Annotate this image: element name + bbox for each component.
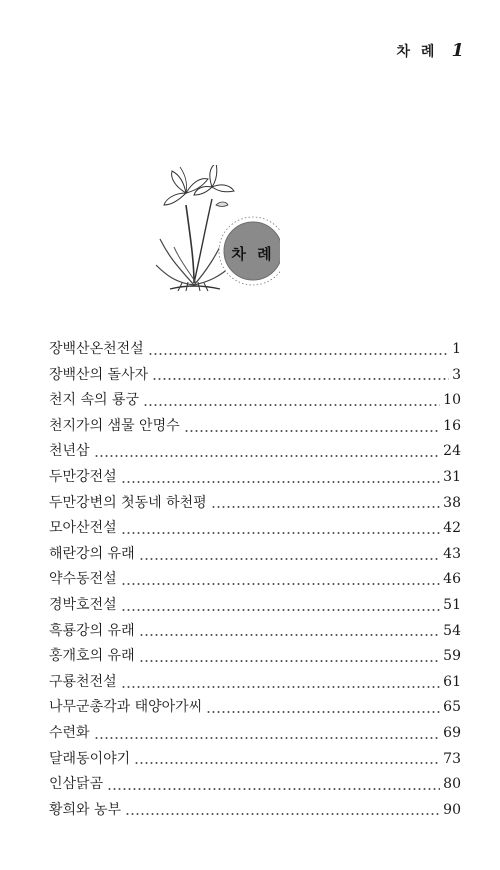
dot-leader: [148, 352, 449, 356]
toc-entry-page: 31: [443, 468, 461, 485]
running-header-page-number: 1: [451, 40, 464, 61]
dot-leader: [206, 710, 440, 714]
dot-leader: [121, 608, 441, 612]
toc-entry-title: 약수동전설: [49, 571, 117, 588]
toc-entry-page: 16: [443, 417, 461, 434]
toc-entry-title: 천년삼: [49, 443, 90, 460]
toc-entry-title: 구룡천전설: [49, 673, 117, 690]
toc-entry: [49, 542, 461, 568]
toc-entry-title: 장백산온천전설: [49, 341, 144, 357]
toc-entry-page: 51: [443, 596, 461, 613]
toc-entry: [49, 363, 461, 389]
toc-entry-page: 3: [452, 366, 461, 383]
toc-entry-title: 장백산의 돌사자: [49, 366, 149, 383]
dot-leader: [94, 454, 441, 458]
toc-entry-page: 24: [443, 443, 461, 460]
dot-leader: [134, 761, 440, 765]
toc-entry-title: 홍개호의 유래: [49, 648, 135, 665]
dot-leader: [211, 505, 441, 509]
toc-entry: [49, 670, 461, 696]
toc-entry: [49, 721, 461, 747]
toc-entry-title: 모아산전설: [49, 520, 117, 537]
toc-entry: [49, 414, 461, 440]
toc-entry-title: 달래동이야기: [49, 750, 131, 767]
dot-leader: [139, 633, 441, 637]
dot-leader: [121, 480, 441, 484]
toc-entry-page: 65: [443, 699, 461, 716]
toc-entry: [49, 439, 461, 465]
chapter-emblem: [150, 165, 280, 300]
table-of-contents: [49, 337, 461, 823]
toc-entry-title: 두만강전설: [49, 468, 117, 485]
toc-entry-page: 1: [452, 341, 461, 357]
toc-entry-page: 54: [443, 622, 461, 639]
dot-leader: [139, 557, 441, 561]
toc-entry: [49, 567, 461, 593]
toc-entry-title: 인삼닭곰: [49, 776, 104, 793]
dot-leader: [121, 685, 441, 689]
dot-leader: [143, 403, 440, 407]
toc-entry: [49, 465, 461, 491]
toc-entry-title: 나무군총각과 태양아가씨: [49, 699, 203, 716]
toc-entry-title: 흑룡강의 유래: [49, 622, 135, 639]
dot-leader: [184, 429, 441, 433]
toc-entry-title: 경박호전설: [49, 596, 117, 613]
running-header-title: 차 례: [396, 44, 438, 60]
toc-entry: [49, 388, 461, 414]
running-header: [397, 40, 464, 61]
toc-entry-title: 수련화: [49, 724, 90, 741]
toc-entry-page: 80: [443, 776, 461, 793]
lily-illustration: [150, 165, 280, 300]
toc-entry-title: 해란강의 유래: [49, 545, 135, 562]
toc-entry-page: 43: [443, 545, 461, 562]
toc-entry-page: 46: [443, 571, 461, 588]
toc-entry-page: 69: [443, 724, 461, 741]
toc-entry: [49, 491, 461, 517]
toc-entry-page: 10: [443, 392, 461, 409]
toc-entry-title: 천지 속의 룡궁: [49, 392, 140, 409]
toc-entry: [49, 798, 461, 824]
toc-entry-page: 38: [443, 494, 461, 511]
dot-leader: [139, 659, 441, 663]
toc-entry: [49, 619, 461, 645]
dot-leader: [121, 582, 441, 586]
toc-entry-page: 73: [443, 750, 461, 767]
toc-entry: [49, 772, 461, 798]
toc-entry-page: 90: [443, 801, 461, 818]
emblem-label: 차 례: [231, 245, 275, 263]
dot-leader: [152, 377, 449, 381]
toc-entry: [49, 516, 461, 542]
dot-leader: [125, 812, 440, 816]
dot-leader: [94, 736, 441, 740]
toc-entry-title: 황희와 농부: [49, 801, 122, 818]
dot-leader: [107, 787, 440, 791]
toc-entry: [49, 747, 461, 773]
toc-entry-title: 두만강변의 첫동네 하천평: [49, 494, 207, 511]
toc-entry-page: 42: [443, 520, 461, 537]
dot-leader: [121, 531, 441, 535]
toc-entry: [49, 337, 461, 363]
toc-entry: [49, 695, 461, 721]
toc-entry-title: 천지가의 샘물 안명수: [49, 417, 180, 434]
toc-entry-page: 59: [443, 648, 461, 665]
toc-entry: [49, 644, 461, 670]
toc-entry-page: 61: [443, 673, 461, 690]
toc-entry: [49, 593, 461, 619]
